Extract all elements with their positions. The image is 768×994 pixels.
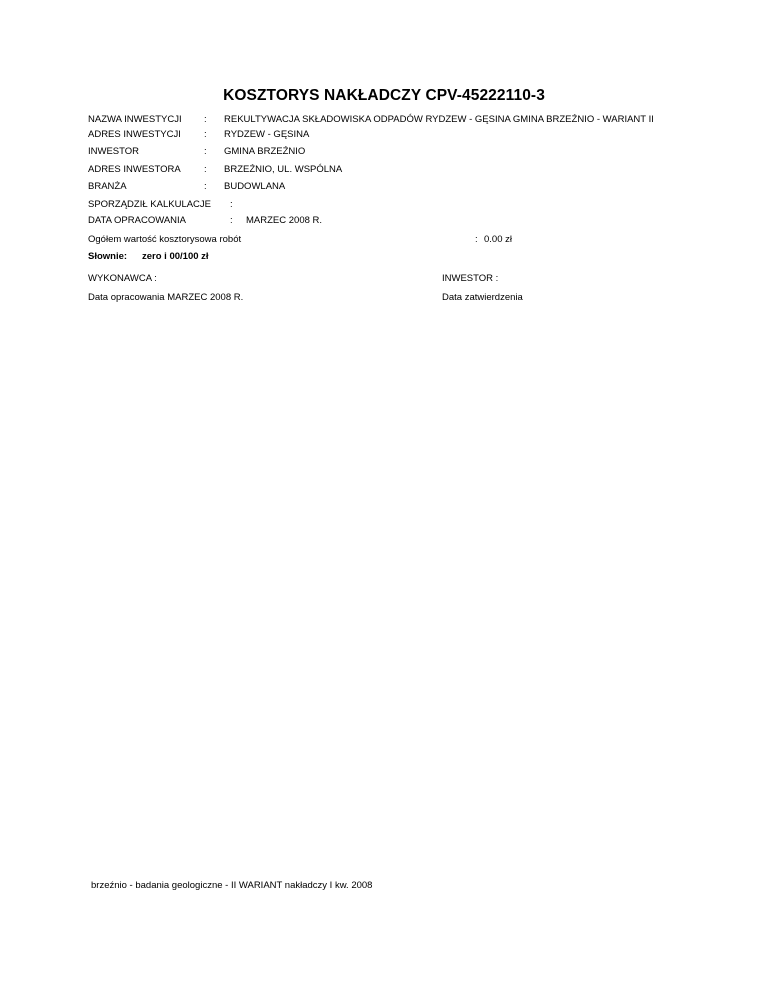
total-colon: : [475,234,478,245]
field-colon: : [204,146,207,157]
field-value: BRZEŹNIO, UL. WSPÓLNA [224,164,343,175]
field-label: DATA OPRACOWANIA [88,215,187,226]
field-label: INWESTOR [88,146,140,157]
field-label: ADRES INWESTORA [88,164,181,175]
field-label: NAZWA INWESTYCJI [88,114,182,125]
field-colon: : [204,181,207,192]
field-colon: : [204,164,207,175]
field-value: GMINA BRZEŹNIO [224,146,306,157]
field-label: BRANŻA [88,181,127,192]
field-colon: : [204,114,207,125]
contractor-label: WYKONAWCA : [88,273,157,284]
field-value: REKULTYWACJA SKŁADOWISKA ODPADÓW RYDZEW - GĘSINA GMINA BRZEŹNIO - WARIANT II [224,114,654,125]
field-value: RYDZEW - GĘSINA [224,129,310,140]
field-colon: : [204,129,207,140]
total-label: Ogółem wartość kosztorysowa robót [88,234,242,245]
field-colon: : [230,215,233,226]
field-label: ADRES INWESTYCJI [88,129,181,140]
words-label: Słownie: [88,251,128,262]
field-value: MARZEC 2008 R. [246,215,323,226]
investor-label: INWESTOR : [442,273,499,284]
contractor-date: Data opracowania MARZEC 2008 R. [88,292,244,303]
total-value: 0.00 zł [484,234,512,245]
document-title: KOSZTORYS NAKŁADCZY CPV-45222110-3 [223,87,545,104]
field-value: BUDOWLANA [224,181,286,192]
field-colon: : [230,199,233,210]
investor-date: Data zatwierdzenia [442,292,523,303]
page-footer: brzeźnio - badania geologiczne - II WARIANT nakładczy I kw. 2008 [91,880,373,891]
words-value: zero i 00/100 zł [142,251,209,262]
field-label: SPORZĄDZIŁ KALKULACJE [88,199,212,210]
